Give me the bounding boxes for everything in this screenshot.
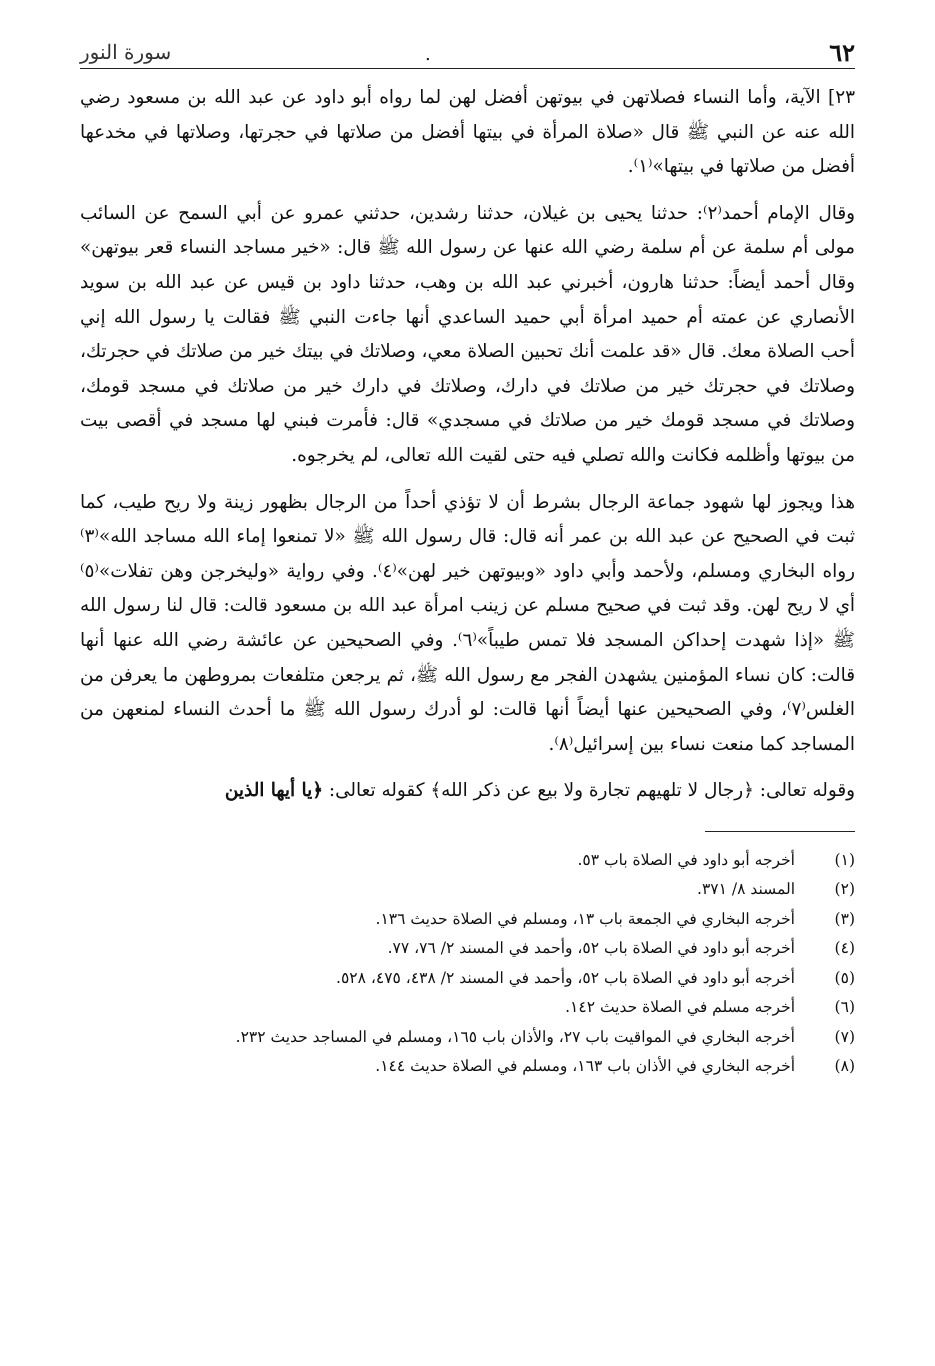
paragraph-4-text: وقوله تعالى: ﴿رجال لا تلهيهم تجارة ولا بيع عن ذكر الله﴾ كقوله تعالى: (323, 780, 855, 802)
footnote-text: أخرجه مسلم في الصلاة حديث ١٤٢. (565, 998, 795, 1017)
book-page (80, 36, 855, 1082)
footnote-number: (٢) (834, 880, 855, 899)
footnote-text: أخرجه أبو داود في الصلاة باب ٥٢، وأحمد في المسند ٢/ ٧٦، ٧٧. (387, 939, 795, 958)
paragraph-4 (80, 774, 855, 809)
footnote-5 (80, 964, 855, 994)
page-number: ٦٢ (829, 38, 855, 67)
footnote-number: (٤) (834, 939, 855, 958)
footnotes-list (80, 846, 855, 1082)
page-header (80, 36, 855, 69)
paragraph-2: وقال الإمام أحمد⁽٢⁾: حدثنا يحيى بن غيلان، حدثنا رشدين، حدثني عمرو عن أبي السمح عن السائب مولى أم سلمة عن أم سلمة رضي الله عنها عن رسول الله ﷺ قال: «خير مساجد النساء قعر بيوتهن» وقال أحمد أيضاً: حدثنا هارون، أخبرني عبد الله بن وهب، حدثنا داود بن قيس عن عبد الله بن سويد الأنصاري عن عمته أم حميد امرأة أبي حميد الساعدي أنها جاءت النبي ﷺ فقالت يا رسول الله إني أحب الصلاة معك. قال «قد علمت أنك تحبين الصلاة معي، وصلاتك في بيتك خير من صلاتك في حجرتك، وصلاتك في حجرتك خير من صلاتك في دارك، وصلاتك في دارك خير من صلاتك في مسجد قومك، وصلاتك في مسجد قومك خير من صلاتك في مسجدي» قال: فأمرت فبني لها مسجد في أقصى بيت من بيوتها وأظلمه فكانت والله تصلي فيه حتى لقيت الله تعالى، لم يخرجوه. (80, 202, 855, 466)
footnote-number: (٦) (834, 998, 855, 1017)
footnote-number: (٥) (834, 968, 855, 987)
footnote-text: أخرجه أبو داود في الصلاة باب ٥٣. (577, 850, 795, 869)
footnote-3 (80, 905, 855, 935)
footnote-number: (٨) (834, 1057, 855, 1076)
paragraph-4-bold-text: ﴿يا أيها الذين (224, 780, 324, 802)
footnote-2 (80, 875, 855, 905)
footnote-7 (80, 1023, 855, 1053)
footnote-1 (80, 846, 855, 876)
footnote-number: (٣) (834, 909, 855, 928)
footnote-separator (705, 831, 855, 832)
paragraph-3: هذا ويجوز لها شهود جماعة الرجال بشرط أن لا تؤذي أحداً من الرجال بظهور زينة ولا ريح طيب، كما ثبت في الصحيح عن عبد الله بن عمر أنه قال: قال رسول الله ﷺ «لا تمنعوا إماء الله مساجد الله»⁽٣⁾ رواه البخاري ومسلم، ولأحمد وأبي داود «وبيوتهن خير لهن»⁽٤⁾. وفي رواية «وليخرجن وهن تفلات»⁽٥⁾ أي لا ريح لهن. وقد ثبت في صحيح مسلم عن زينب امرأة عبد الله بن مسعود قالت: قال لنا رسول الله ﷺ «إذا شهدت إحداكن المسجد فلا تمس طيباً»⁽٦⁾. وفي الصحيحين عن عائشة رضي الله عنها أنها قالت: كان نساء المؤمنين يشهدن الفجر مع رسول الله ﷺ، ثم يرجعن متلفعات بمروطهن ما يعرفن من الغلس⁽٧⁾، وفي الصحيحين عنها أيضاً أنها قالت: لو أدرك رسول الله ﷺ ما أحدث النساء لمنعهن من المساجد كما منعت نساء بين إسرائيل⁽٨⁾. (80, 491, 856, 755)
footnote-text: أخرجه البخاري في الجمعة باب ١٣، ومسلم في الصلاة حديث ١٣٦. (375, 909, 795, 928)
body-text (80, 81, 855, 809)
footnote-text: أخرجه البخاري في الأذان باب ١٦٣، ومسلم في الصلاة حديث ١٤٤. (375, 1057, 795, 1076)
footnote-number: (٧) (834, 1027, 855, 1046)
footnote-text: أخرجه البخاري في المواقيت باب ٢٧، والأذان باب ١٦٥، ومسلم في المساجد حديث ٢٣٢. (235, 1027, 795, 1046)
footnote-text: المسند ٨/ ٣٧١. (697, 880, 795, 899)
footnote-text: أخرجه أبو داود في الصلاة باب ٥٢، وأحمد في المسند ٢/ ٤٣٨، ٤٧٥، ٥٢٨. (336, 968, 795, 987)
footnote-4 (80, 934, 855, 964)
footnote-6 (80, 993, 855, 1023)
running-title: سورة النور (80, 40, 172, 64)
header-dot: . (425, 44, 431, 65)
paragraph-1: ٢٣] الآية، وأما النساء فصلاتهن في بيوتهن أفضل لهن لما رواه أبو داود عن عبد الله بن مسعود رضي الله عنه عن النبي ﷺ قال «صلاة المرأة في بيتها أفضل من صلاتها في حجرتها، وصلاتها في مخدعها أفضل من صلاتها في بيتها»⁽١⁾. (80, 87, 855, 178)
footnote-number: (١) (834, 850, 855, 869)
footnote-8 (80, 1052, 855, 1082)
